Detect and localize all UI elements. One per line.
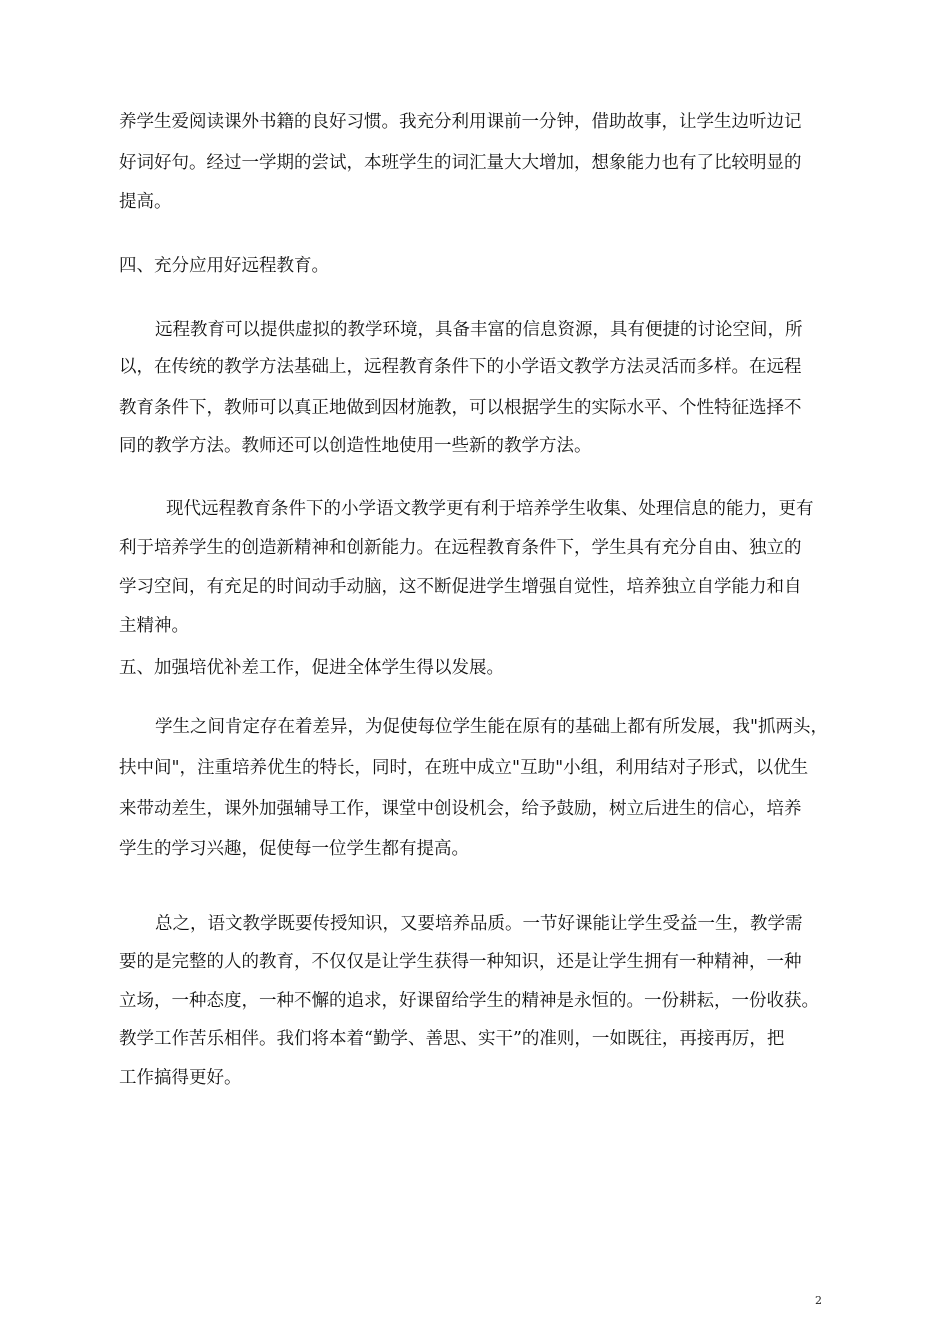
paragraph-5-line-3: 立场，一种态度，一种不懈的追求，好课留给学生的精神是永恒的。一份耕耘，一份收获。 [119,991,819,1011]
paragraph-2-line-4: 同的教学方法。教师还可以创造性地使用一些新的教学方法。 [119,436,592,456]
paragraph-5-line-2: 要的是完整的人的教育，不仅仅是让学生获得一种知识，还是让学生拥有一种精神，一种 [119,952,802,972]
paragraph-5-line-5: 工作搞得更好。 [119,1068,242,1088]
paragraph-2-line-3: 教育条件下，教师可以真正地做到因材施教，可以根据学生的实际水平、个性特征选择不 [119,398,802,418]
paragraph-3-line-2: 利于培养学生的创造新精神和创新能力。在远程教育条件下，学生具有充分自由、独立的 [119,538,802,558]
paragraph-4-line-1: 学生之间肯定存在着差异，为促使每位学生能在原有的基础上都有所发展，我"抓两头， [155,717,829,737]
paragraph-2-line-2: 以，在传统的教学方法基础上，远程教育条件下的小学语文教学方法灵活而多样。在远程 [119,357,802,377]
paragraph-5-line-1: 总之，语文教学既要传授知识，又要培养品质。一节好课能让学生受益一生，教学需 [155,914,803,934]
paragraph-1-line-2: 好词好句。经过一学期的尝试，本班学生的词汇量大大增加，想象能力也有了比较明显的 [119,153,802,173]
paragraph-4-line-4: 学生的学习兴趣，促使每一位学生都有提高。 [119,839,469,859]
page-number: 2 [815,1294,822,1307]
paragraph-3-line-1: 现代远程教育条件下的小学语文教学更有利于培养学生收集、处理信息的能力，更有 [166,499,814,519]
paragraph-5-line-4: 教学工作苦乐相伴。我们将本着“勤学、善思、实干”的准则，一如既往，再接再厉，把 [119,1029,785,1049]
paragraph-1-line-1: 养学生爱阅读课外书籍的良好习惯。我充分利用课前一分钟，借助故事，让学生边听边记 [119,112,802,132]
paragraph-4-line-2: 扶中间"，注重培养优生的特长，同时，在班中成立"互助"小组，利用结对子形式，以优生 [119,758,809,778]
paragraph-3-line-4: 主精神。 [119,616,189,636]
section-heading-5: 五、加强培优补差工作，促进全体学生得以发展。 [119,658,504,678]
section-heading-4: 四、充分应用好远程教育。 [119,256,329,276]
paragraph-3-line-3: 学习空间，有充足的时间动手动脑，这不断促进学生增强自觉性，培养独立自学能力和自 [119,577,802,597]
paragraph-4-line-3: 来带动差生，课外加强辅导工作，课堂中创设机会，给予鼓励，树立后进生的信心，培养 [119,799,802,819]
paragraph-2-line-1: 远程教育可以提供虚拟的教学环境，具备丰富的信息资源，具有便捷的讨论空间，所 [155,320,803,340]
paragraph-1-line-3: 提高。 [119,192,172,212]
